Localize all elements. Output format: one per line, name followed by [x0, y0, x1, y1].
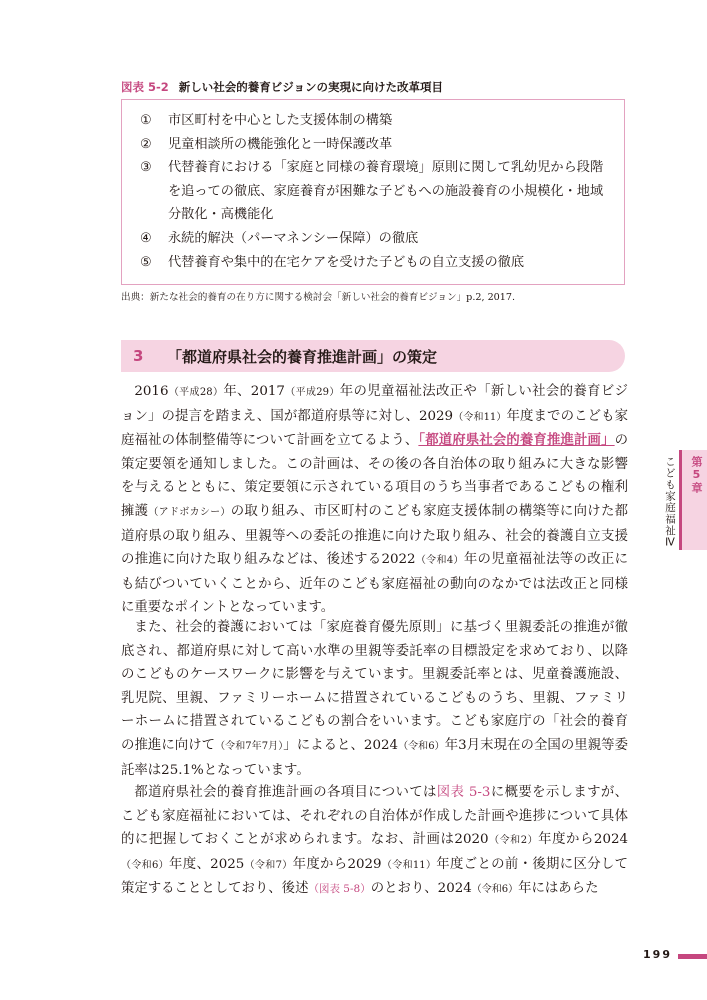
text-run: また、社会的養護においては「家庭養育優先原則」に基づく里親委託の推進が徹底され、都道府県に対して高い水準の里親等委託率の目標設定を求めており、以降のこどものケースワークに影響を与えています。里親委託率とは、児童養護施設、乳児院、里親、ファミリーホームに措置されているこどものうち、里親、ファミリーホームに措置されているこどもの割合をいいます。こども家庭庁の「社会的養育の推進に向けて [121, 620, 628, 753]
chapter-label: 第5章 [690, 456, 703, 494]
text-run: 年度から2029 [292, 856, 382, 872]
chapter-title: こども家庭福祉Ⅳ [664, 456, 676, 550]
page-number-bar [678, 954, 707, 959]
chapter-tab-rule [679, 450, 682, 550]
text-run: の取り組み、市区町村のこども家庭支援体制の構築等に向けた都道府県の取り組み、里親等への委託の推進に向けた取り組み、社会的養護自立支援の推進に向けた取り組みなどは、後述する2022 [121, 503, 629, 568]
era-note: （令和6） [398, 740, 445, 752]
figure-item [140, 133, 606, 157]
body-paragraph-1 [121, 380, 628, 620]
figure-title-text: 新しい社会的養育ビジョンの実現に向けた改革項目 [178, 80, 444, 94]
text-run: 年3月末現在の全国の里親等委託率は25.1%となっています。 [121, 737, 628, 778]
text-run: 年度、2025 [169, 856, 245, 872]
text-run: 2016 [134, 384, 169, 399]
figure-item-text: 児童相談所の機能強化と一時保護改革 [168, 136, 393, 152]
body-paragraph-2 [121, 616, 628, 782]
figure-item-text: 代替養育における「家庭と同様の養育環境」原則に関して乳幼児から段階を追っての徹底、家庭養育が困難な子どもへの施設養育の小規模化・地域分散化・高機能化 [168, 160, 604, 223]
era-note: （平成28） [168, 387, 224, 398]
figure-reference: 図表 5-3 [436, 785, 491, 800]
era-note: （令和6） [121, 859, 170, 871]
era-note: （令和11） [453, 411, 507, 423]
era-note: （令和11） [381, 859, 437, 871]
era-note: （令和7年7月） [215, 740, 284, 752]
text-run: 年度までのこども家庭福祉の体制整備等について計画を立てるよう、 [121, 408, 628, 449]
era-note: （令和6） [471, 884, 519, 896]
era-note: （令和4） [415, 555, 464, 567]
section-title: 「都道府県社会的養育推進計画」の策定 [167, 347, 438, 366]
figure-title [121, 79, 641, 95]
text-run: 年度ごとの前・後期に区分して策定することとしており、後述 [121, 856, 629, 897]
figure-item-number: ② [140, 136, 152, 152]
text-run: 年の児童福祉法改正や「新しい社会的養育ビジョン」の提言を踏まえ、国が都道府県等に対し、2029 [121, 384, 628, 424]
figure-item-number: ④ [140, 230, 152, 246]
text-run: に概要を示しますが、こども家庭福祉においては、それぞれの自治体が作成した計画や進捗について具体的に把握しておくことが求められます。なお、計画は2020 [121, 785, 629, 848]
figure-source: 出典：新たな社会的養育の在り方に関する検討会「新しい社会的養育ビジョン」p.2, 2017. [121, 292, 516, 303]
text-run: 年の児童福祉法等の改正にも結びついていくことから、近年のこども家庭福祉の動向のなかでは法改正と同様に重要なポイントとなっています。 [121, 552, 629, 616]
page-number: 199 [643, 948, 672, 961]
figure-item [140, 227, 606, 251]
figure-item-number: ③ [140, 160, 152, 176]
figure-label: 図表 5-2 [121, 80, 169, 94]
figure-item [140, 109, 606, 133]
text-run: 」によると、2024 [283, 737, 399, 753]
text-run: 都道府県社会的養育推進計画の各項目については [134, 785, 437, 800]
era-note: （令和7） [244, 859, 293, 871]
text-run: 年、2017 [223, 384, 285, 399]
key-term: 「都道府県社会的養育推進計画」 [418, 432, 615, 449]
body-paragraph-3 [121, 781, 628, 902]
section-heading [121, 340, 625, 372]
era-note: （アドボカシー） [148, 506, 231, 518]
figure-item-text: 永続的解決（パーマネンシー保障）の徹底 [168, 230, 419, 246]
figure-box [121, 99, 625, 285]
era-note: （平成29） [284, 387, 340, 398]
section-number: 3 [133, 347, 144, 365]
text-run: 年にはあらた [518, 881, 599, 897]
figure-item-text: 代替養育や集中的在宅ケアを受けた子どもの自立支援の徹底 [168, 254, 525, 270]
figure-item [140, 156, 606, 227]
text-run: のとおり、2024 [370, 881, 472, 897]
figure-item-text: 市区町村を中心とした支援体制の構築 [168, 113, 393, 128]
text-run: の策定要領を通知しました。この計画は、その後の各自治体の取り組みに大きな影響を与えるとともに、策定要領に示されている項目のうち当事者であるこどもの権利擁護 [121, 433, 628, 519]
figure-item-number: ⑤ [140, 254, 152, 270]
text-run: 年度から2024 [538, 832, 628, 848]
figure-item [140, 251, 606, 275]
figure-reference: （図表 5-8） [308, 883, 371, 896]
era-note: （令和2） [488, 835, 539, 847]
figure-item-number: ① [140, 113, 152, 128]
